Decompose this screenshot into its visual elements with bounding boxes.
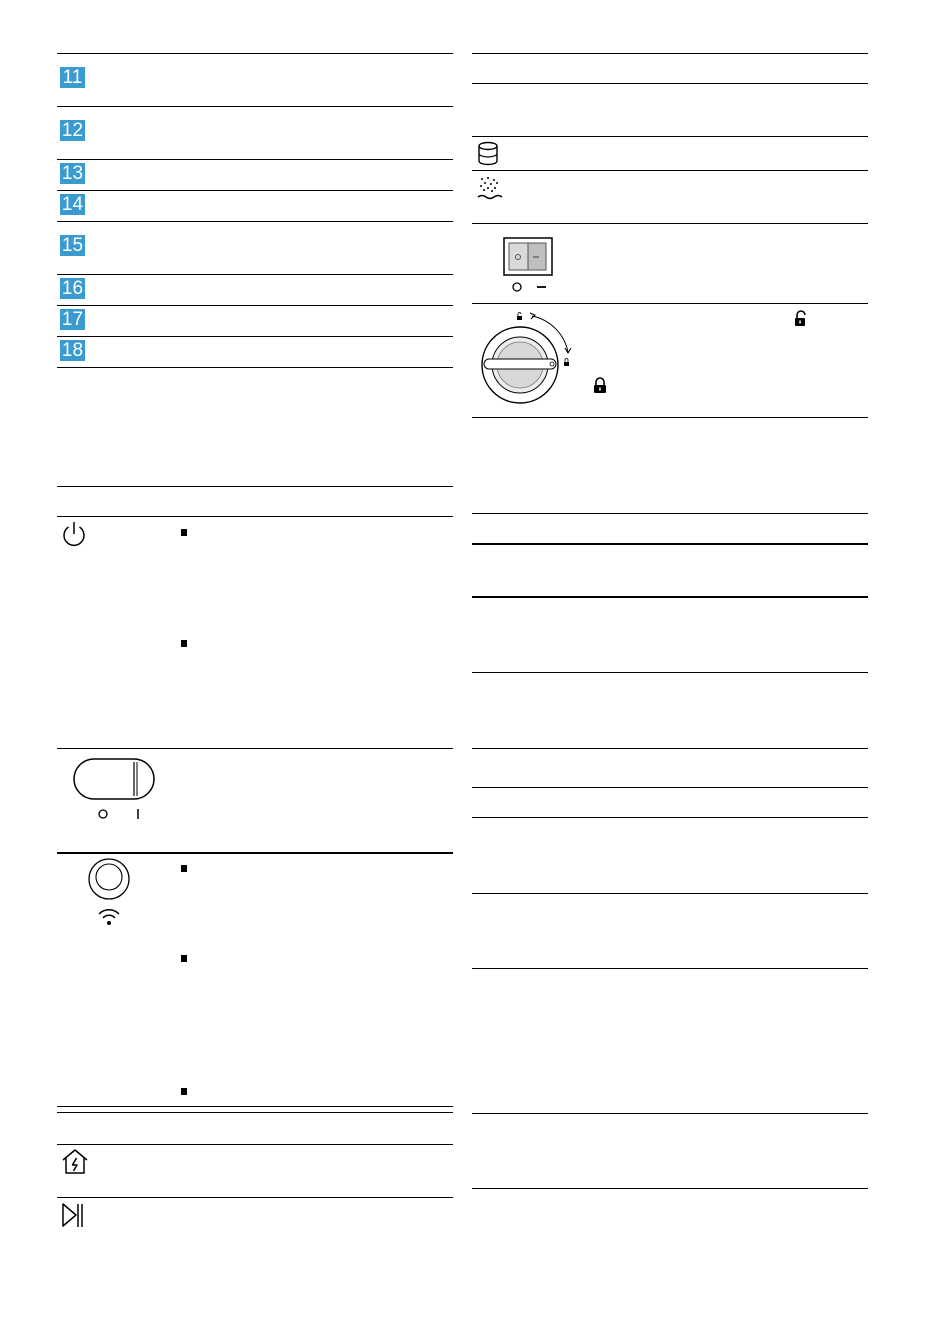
part-number-badge: 11 — [60, 67, 85, 88]
table-rule — [472, 596, 868, 598]
part-number-badge: 16 — [61, 278, 84, 299]
table-rule — [57, 274, 453, 275]
table-rule — [472, 968, 868, 969]
table-header-rule — [472, 53, 868, 54]
table-rule — [472, 136, 868, 137]
table-rule — [472, 1188, 868, 1189]
locked-icon — [593, 377, 607, 394]
table-rule — [57, 190, 453, 191]
list-bullet — [181, 1088, 187, 1095]
table-rule — [57, 159, 453, 160]
part-number-badge: 17 — [61, 309, 84, 330]
table-rule — [57, 367, 453, 368]
part-number-badge: 12 — [61, 120, 84, 141]
table-rule — [472, 83, 868, 84]
table-rule — [57, 305, 453, 306]
part-number-badge: 13 — [61, 163, 84, 184]
table-rule — [57, 336, 453, 337]
table-rule — [472, 817, 868, 818]
list-bullet — [181, 865, 187, 872]
table-rule — [472, 303, 868, 304]
part-number-badge: 18 — [61, 340, 84, 361]
main-switch-icon — [72, 757, 158, 821]
table-rule — [57, 1144, 453, 1145]
table-header-rule — [57, 1112, 453, 1113]
remote-start-wifi-icon — [86, 857, 134, 929]
list-bullet — [181, 955, 187, 962]
lock-knob-icon — [480, 310, 580, 406]
table-rule — [57, 221, 453, 222]
table-header-rule — [57, 486, 453, 487]
table-rule — [57, 852, 453, 854]
water-tank-icon — [477, 141, 501, 167]
table-rule — [57, 53, 453, 54]
table-rule — [57, 748, 453, 749]
part-number-badge: 14 — [61, 194, 84, 215]
rocker-switch-icon — [502, 236, 556, 296]
descaling-icon — [476, 175, 504, 203]
table-rule — [472, 513, 868, 514]
table-rule — [57, 1106, 453, 1107]
unlocked-icon — [794, 310, 808, 327]
home-connect-icon — [61, 1148, 89, 1176]
list-bullet — [181, 529, 187, 536]
list-bullet — [181, 640, 187, 647]
table-rule — [472, 417, 868, 418]
table-rule — [472, 1113, 868, 1114]
part-number-badge: 15 — [61, 235, 84, 256]
table-header-rule — [472, 543, 868, 545]
table-rule — [472, 748, 868, 749]
table-rule — [57, 516, 453, 517]
table-rule — [472, 893, 868, 894]
table-rule — [57, 1197, 453, 1198]
table-rule — [57, 106, 453, 107]
table-rule — [472, 223, 868, 224]
start-pause-icon — [61, 1202, 87, 1230]
table-rule — [472, 170, 868, 171]
table-rule — [472, 787, 868, 788]
table-rule — [472, 672, 868, 673]
power-icon — [60, 520, 88, 548]
